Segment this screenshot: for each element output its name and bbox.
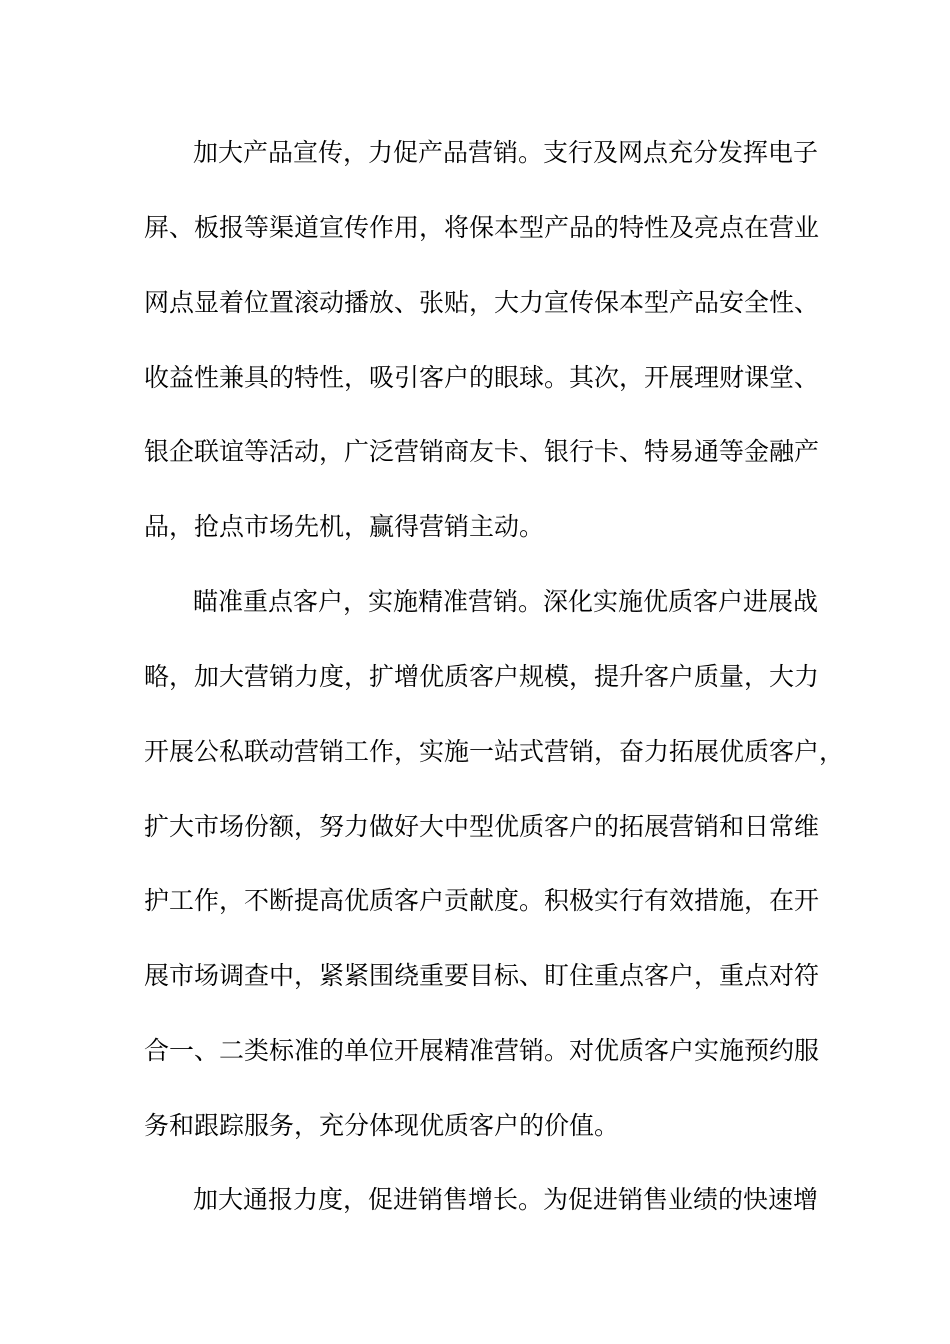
paragraph-2-line-7: 合一、二类标准的单位开展精准营销。对优质客户实施预约服: [144, 1036, 820, 1065]
paragraph-2-line-6: 展市场调查中，紧紧围绕重要目标、盯住重点客户，重点对符: [144, 961, 820, 990]
paragraph-1-line-3: 网点显着位置滚动播放、张贴，大力宣传保本型产品安全性、: [144, 288, 820, 317]
paragraph-1-line-5: 银企联谊等活动，广泛营销商友卡、银行卡、特易通等金融产: [144, 437, 820, 466]
paragraph-2-line-3: 开展公私联动营销工作，实施一站式营销，奋力拓展优质客户，: [144, 737, 844, 766]
paragraph-2-line-5: 护工作，不断提高优质客户贡献度。积极实行有效措施，在开: [144, 886, 820, 915]
paragraph-1-line-4: 收益性兼具的特性，吸引客户的眼球。其次，开展理财课堂、: [144, 363, 820, 392]
paragraph-1-line-6: 品，抢点市场先机，赢得营销主动。: [144, 512, 545, 541]
paragraph-2-line-2: 略，加大营销力度，扩增优质客户规模，提升客户质量，大力: [144, 662, 820, 691]
paragraph-1-line-2: 屏、板报等渠道宣传作用，将保本型产品的特性及亮点在营业: [144, 213, 820, 242]
paragraph-3-line-1: 加大通报力度，促进销售增长。为促进销售业绩的快速增: [193, 1185, 819, 1214]
paragraph-2-line-1: 瞄准重点客户，实施精准营销。深化实施优质客户进展战: [193, 587, 819, 616]
paragraph-1-line-1: 加大产品宣传，力促产品营销。支行及网点充分发挥电子: [193, 138, 819, 167]
paragraph-2-line-8: 务和跟踪服务，充分体现优质客户的价值。: [144, 1111, 620, 1140]
paragraph-2-line-4: 扩大市场份额，努力做好大中型优质客户的拓展营销和日常维: [144, 812, 820, 841]
